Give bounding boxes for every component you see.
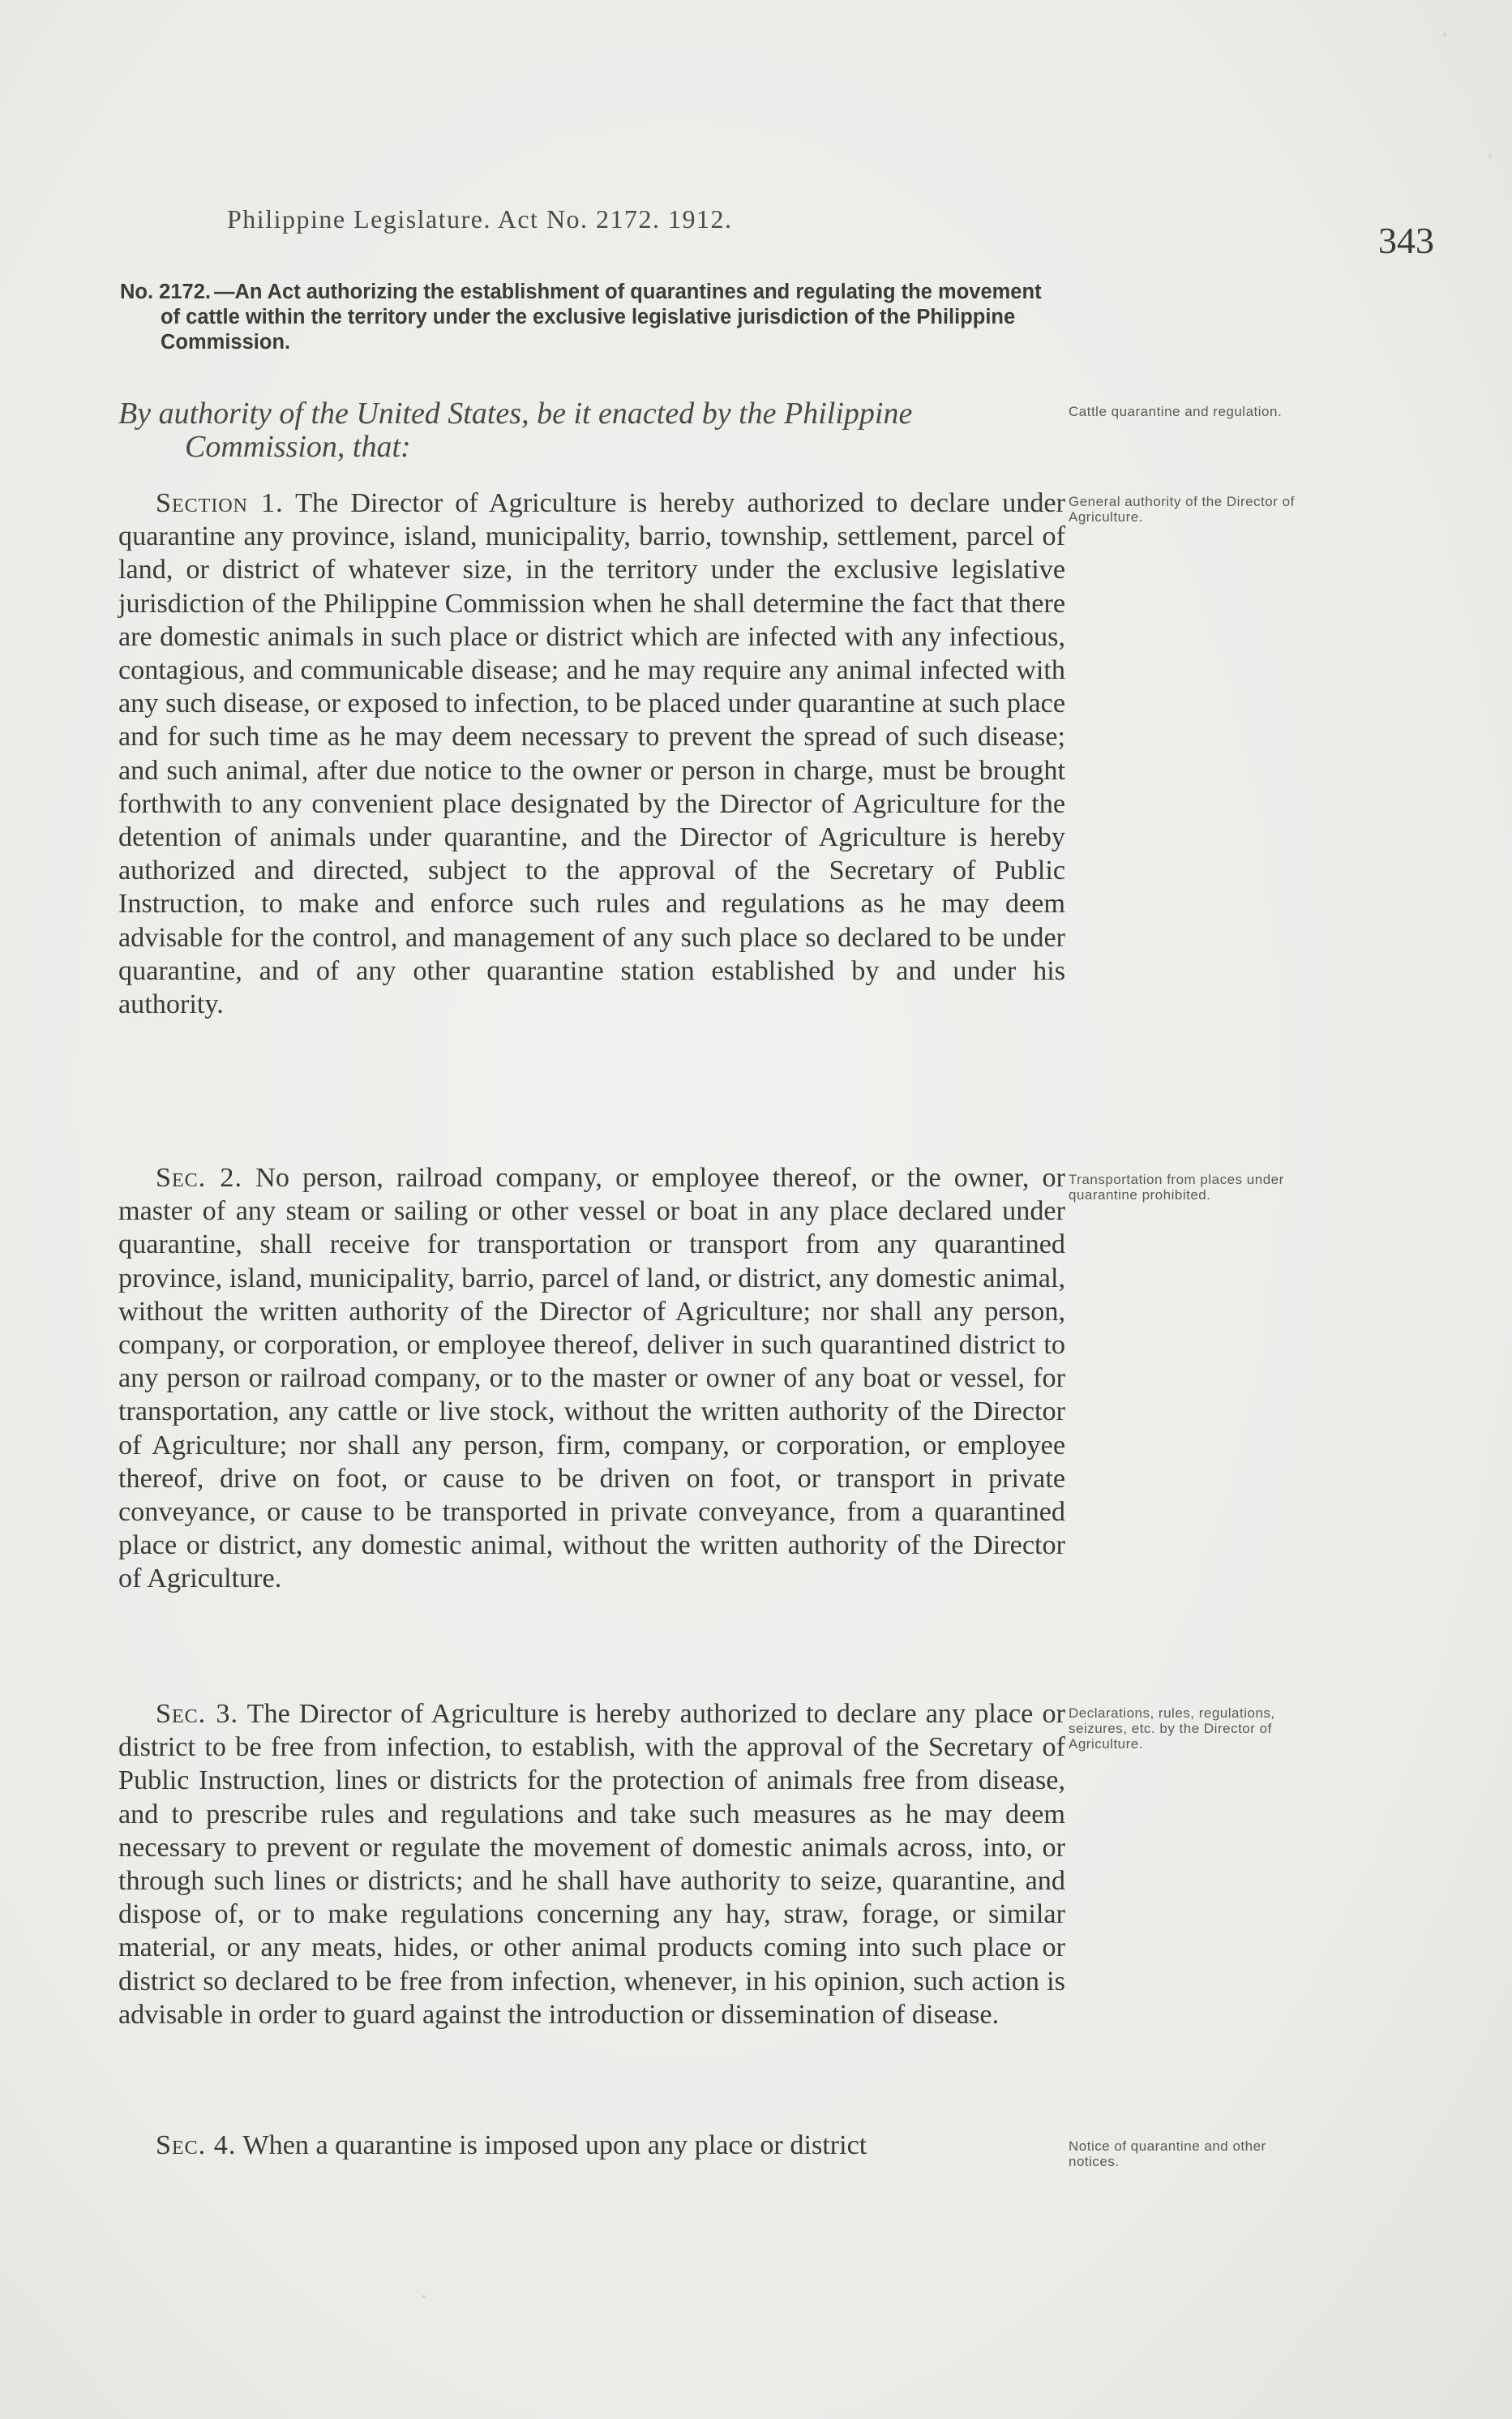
scan-speck bbox=[1488, 154, 1492, 159]
section-4 bbox=[118, 2129, 1065, 2162]
page-number: 343 bbox=[1378, 220, 1434, 261]
margin-note-transportation: Transportation from places under quarantine prohibited. bbox=[1069, 1172, 1284, 1203]
margin-note-notice: Notice of quarantine and other notices. bbox=[1069, 2138, 1266, 2169]
margin-note-cattle-quarantine: Cattle quarantine and regulation. bbox=[1069, 404, 1283, 419]
section-text: No person, railroad company, or employee thereof, or the owner, or master of any steam or sailing or other vessel or boat in any place declared under quarantine, shall receive for transportation or transport from any quarantined province, island, municipality, barrio, parcel of land, or district, any domestic animal, without the written authority of the Director of Agriculture; nor shall any person, company, or corporation, or employee thereof, deliver in such quarantined district to any person or railroad company, or to the master or owner of any boat or vessel, for transportation, any cattle or live stock, without the written authority of the Director of Agriculture; nor shall any person, firm, company, or corporation, or employee thereof, drive on foot, or cause to be driven on foot, or transport in private conveyance, or cause to be transported in private conveyance, from a quarantined place or district, any domestic animal, without the written authority of the Director of Agriculture. bbox=[118, 1163, 1065, 1594]
section-label: Sec. 4. bbox=[156, 2130, 237, 2160]
scan-speck bbox=[1443, 32, 1447, 36]
section-1 bbox=[118, 487, 1065, 1021]
section-2 bbox=[118, 1161, 1065, 1596]
section-label: Sec. 3. bbox=[156, 1699, 239, 1729]
margin-note-declarations: Declarations, rules, regulations, seizures, etc. by the Director of Agriculture. bbox=[1069, 1705, 1275, 1752]
act-title-block bbox=[120, 280, 1064, 355]
section-text: When a quarantine is imposed upon any place or district bbox=[242, 2130, 867, 2160]
section-3 bbox=[118, 1697, 1065, 2031]
margin-note-general-authority: General authority of the Director of Agriculture. bbox=[1069, 494, 1295, 525]
enacting-clause bbox=[118, 397, 1067, 464]
act-title-text: —An Act authorizing the establishment of quarantines and regulating the movement of cattle within the territory under the exclusive legislative jurisdiction of the Philippine Commission. bbox=[161, 281, 1042, 354]
section-text: The Director of Agriculture is hereby authorized to declare any place or district to be free from infection, to establish, with the approval of the Secretary of Public Instruction, lines or districts for the protection of animals free from disease, and to prescribe rules and regulations and take such measures as he may deem necessary to prevent or regulate the movement of domestic animals across, into, or through such lines or districts; and he shall have authority to seize, quarantine, and dispose of, or to make regulations concerning any hay, straw, forage, or similar material, or any meats, hides, or other animal products coming into such place or district so declared to be free from infection, whenever, in his opinion, such action is advisable in order to guard against the introduction or dissemination of disease. bbox=[118, 1699, 1065, 2030]
section-label: Section 1. bbox=[156, 488, 284, 518]
act-number: No. 2172. bbox=[120, 281, 211, 303]
enacting-clause-line1: By authority of the United States, be it enacted by the Philippine bbox=[118, 397, 913, 431]
act-title bbox=[120, 280, 1064, 355]
section-text: The Director of Agriculture is hereby authorized to declare under quarantine any province, island, municipality, barrio, township, settlement, parcel of land, or district of whatever size, in the territory under the exclusive legislative jurisdiction of the Philippine Commission when he shall determine the fact that there are domestic animals in such place or district which are infected with any infectious, contagious, and communicable disease; and he may require any animal infected with any such disease, or exposed to infection, to be placed under quarantine at such place and for such time as he may deem necessary to prevent the spread of such disease; and such animal, after due notice to the owner or person in charge, must be brought forthwith to any convenient place designated by the Director of Agriculture for the detention of animals under quarantine, and the Director of Agriculture is hereby authorized and directed, subject to the approval of the Secretary of Public Instruction, to make and enforce such rules and regulations as he may deem advisable for the control, and management of any such place so declared to be under quarantine, and of any other quarantine station established by and under his authority. bbox=[118, 488, 1065, 1020]
section-label: Sec. 2. bbox=[156, 1163, 243, 1193]
scan-speck bbox=[422, 2295, 426, 2298]
enacting-clause-line2: Commission, that: bbox=[185, 430, 411, 464]
running-head: Philippine Legislature. Act No. 2172. 1912. bbox=[227, 204, 733, 234]
